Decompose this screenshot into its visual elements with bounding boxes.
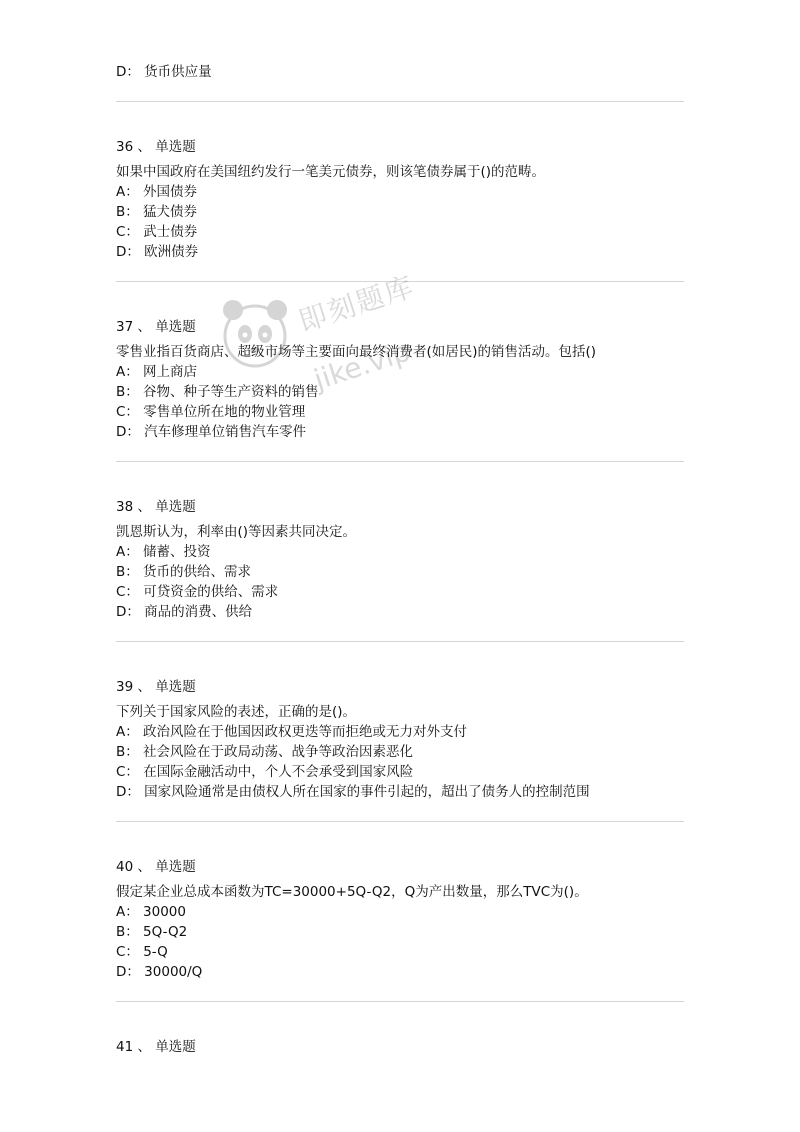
separator [116, 461, 684, 462]
option-b: B： 5Q-Q2 [116, 924, 188, 940]
option-c: C： 在国际金融活动中，个人不会承受到国家风险 [116, 764, 414, 780]
option-d: D： 汽车修理单位销售汽车零件 [116, 424, 307, 440]
question-number: 38 、 单选题 [116, 499, 196, 515]
option-b: B： 社会风险在于政局动荡、战争等政治因素恶化 [116, 744, 414, 760]
question-stem: 如果中国政府在美国纽约发行一笔美元债券，则该笔债券属于()的范畴。 [116, 164, 546, 180]
option-b: B： 谷物、种子等生产资料的销售 [116, 384, 319, 400]
option-c: C： 5-Q [116, 944, 168, 960]
option-b: B： 货币的供给、需求 [116, 564, 252, 580]
watermark-text: 即刻题库 [294, 269, 419, 339]
separator [116, 641, 684, 642]
option-a: A： 储蓄、投资 [116, 544, 211, 560]
question-stem: 零售业指百货商店、超级市场等主要面向最终消费者(如居民)的销售活动。包括() [116, 344, 597, 360]
option-d: D： 国家风险通常是由债权人所在国家的事件引起的，超出了债务人的控制范围 [116, 784, 590, 800]
separator [116, 1001, 684, 1002]
option-a: A： 网上商店 [116, 364, 198, 380]
question-number: 39 、 单选题 [116, 679, 196, 695]
option-d: D： 欧洲债券 [116, 244, 199, 260]
option-d: D： 30000/Q [116, 964, 203, 980]
separator [116, 821, 684, 822]
option-a: A： 30000 [116, 904, 186, 920]
question-stem: 下列关于国家风险的表述，正确的是()。 [116, 704, 357, 720]
option-d-prev: D： 货币供应量 [116, 64, 212, 80]
watermark-url: jike.vip [310, 334, 415, 397]
option-d: D： 商品的消费、供给 [116, 604, 253, 620]
panda-logo-icon [215, 290, 295, 380]
separator [116, 281, 684, 282]
question-stem: 凯恩斯认为，利率由()等因素共同决定。 [116, 524, 357, 540]
option-b: B： 猛犬债券 [116, 204, 198, 220]
option-a: A： 外国债券 [116, 184, 198, 200]
separator [116, 101, 684, 102]
option-a: A： 政治风险在于他国因政权更迭等而拒绝或无力对外支付 [116, 724, 468, 740]
option-c: C： 零售单位所在地的物业管理 [116, 404, 306, 420]
question-number: 36 、 单选题 [116, 139, 196, 155]
question-number: 41 、 单选题 [116, 1039, 196, 1055]
question-number: 37 、 单选题 [116, 319, 196, 335]
option-c: C： 可贷资金的供给、需求 [116, 584, 279, 600]
question-number: 40 、 单选题 [116, 859, 196, 875]
option-c: C： 武士债券 [116, 224, 198, 240]
question-stem: 假定某企业总成本函数为TC=30000+5Q-Q2，Q为产出数量，那么TVC为()。 [116, 884, 588, 900]
